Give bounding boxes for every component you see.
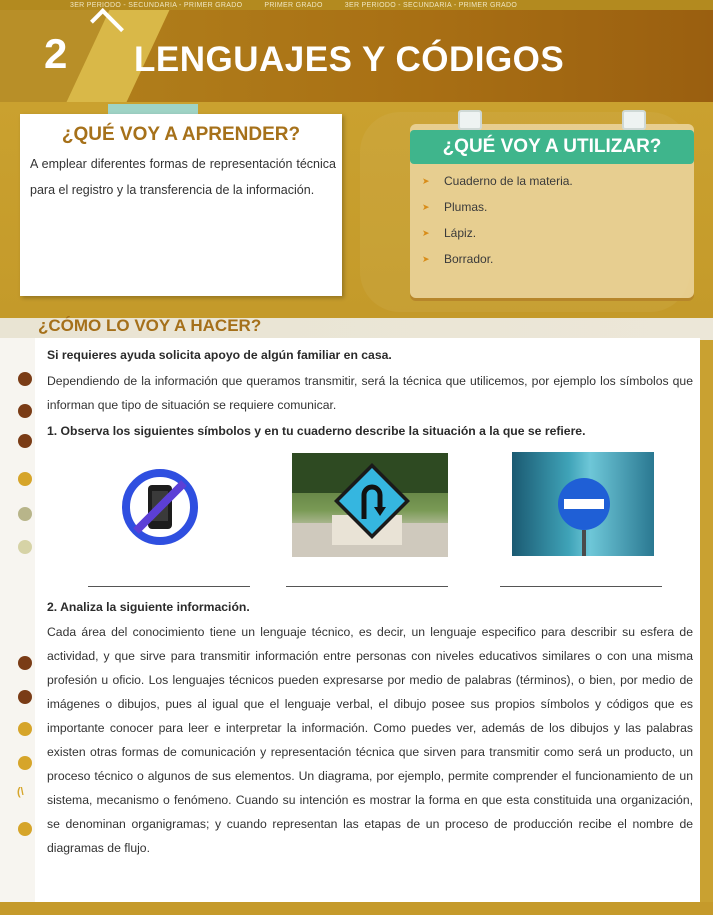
material-label: Cuaderno de la materia. — [444, 174, 573, 188]
how-title: ¿CÓMO LO VOY A HACER? — [38, 316, 262, 335]
list-item — [422, 246, 573, 272]
materials-title: ¿QUÉ VOY A UTILIZAR? — [410, 130, 694, 164]
answer-line-3[interactable] — [500, 586, 662, 587]
chapter-header — [0, 10, 713, 102]
arrow-icon: ➤ — [422, 202, 430, 212]
question-1: 1. Observa los siguientes símbolos y en tu cuaderno describe la situación a la que se refiere. — [47, 424, 586, 438]
period-strip — [0, 0, 713, 10]
material-label: Borrador. — [444, 252, 494, 266]
learn-text: A emplear diferentes formas de representación técnica para el registro y la transferencia de la información. — [30, 157, 336, 197]
margin-dot — [18, 540, 32, 554]
chapter-number: 2 — [44, 30, 68, 77]
material-label: Lápiz. — [444, 226, 477, 240]
period-text-2: PRIMER GRADO — [264, 1, 323, 9]
no-phone-sign-image — [100, 455, 220, 559]
learn-box — [20, 114, 342, 296]
list-item — [422, 168, 573, 194]
margin-dot — [18, 690, 32, 704]
margin-dot — [18, 822, 32, 836]
margin-dot — [18, 404, 32, 418]
margin-dot — [18, 756, 32, 770]
margin-dot — [18, 472, 32, 486]
margin-dot — [18, 434, 32, 448]
learn-title: ¿QUÉ VOY A APRENDER? — [61, 124, 301, 145]
body-paragraph: Cada área del conocimiento tiene un lenguaje técnico, es decir, un lenguaje especifico para describir su esfera de actividad, y que sirve para transmitir información entre personas con niveles educativos similares o con una misma profesión u oficio. Los lenguajes técnicos pueden expresarse por medio de palabras (términos), o bien, por medio de imágenes o dibujos, pues al igual que el lenguaje verbal, el dibujo posee sus propios símbolos y códigos que es importante conocer para leer e interpretar la información. Como puedes ver, además de los dibujos y las palabras existen otras formas de comunicación y representación técnica que sirven para transmitir como será un producto, un proceso técnico o algunos de sus elementos. Un diagrama, por ejemplo, permite comprender el funcionamiento de un sistema, mecanismo o fenómeno. Cuando su intención es mostrar la forma en que esta constituida una organización, se denominan organigramas; y cuando representan las etapas de un proceso de producción recibe el nombre de diagramas de flujo. — [47, 625, 693, 855]
margin-strip — [0, 338, 35, 908]
material-label: Plumas. — [444, 200, 488, 214]
materials-box — [410, 124, 694, 298]
margin-dot — [18, 722, 32, 736]
answer-line-2[interactable] — [286, 586, 448, 587]
no-entry-sign-image — [512, 452, 654, 556]
u-turn-sign-image — [292, 453, 448, 557]
question-2: 2. Analiza la siguiente información. — [47, 600, 250, 614]
arrow-icon: ➤ — [422, 228, 430, 238]
margin-dot — [18, 507, 32, 521]
list-item — [422, 220, 573, 246]
margin-dot — [18, 372, 32, 386]
help-text: Si requieres ayuda solicita apoyo de algún familiar en casa. — [47, 348, 392, 362]
arrow-icon: ➤ — [422, 176, 430, 186]
bottom-strip — [0, 902, 713, 915]
clip-icon — [622, 110, 646, 130]
period-text-3: 3ER PERIODO - SECUNDARIA - PRIMER GRADO — [344, 1, 518, 9]
period-text-1: 3ER PERIODO - SECUNDARIA - PRIMER GRADO — [70, 1, 243, 9]
margin-mark-icon: (\ — [17, 786, 24, 798]
clip-icon — [458, 110, 482, 130]
chapter-title: LENGUAJES Y CÓDIGOS — [134, 40, 565, 79]
margin-dot — [18, 656, 32, 670]
arrow-icon: ➤ — [422, 254, 430, 264]
answer-line-1[interactable] — [88, 586, 250, 587]
list-item — [422, 194, 573, 220]
intro-paragraph: Dependiendo de la información que queramos transmitir, será la técnica que utilicemos, por ejemplo los símbolos que informan que tipo de situación se requiere comunicar. — [47, 374, 693, 412]
materials-list — [422, 168, 573, 272]
